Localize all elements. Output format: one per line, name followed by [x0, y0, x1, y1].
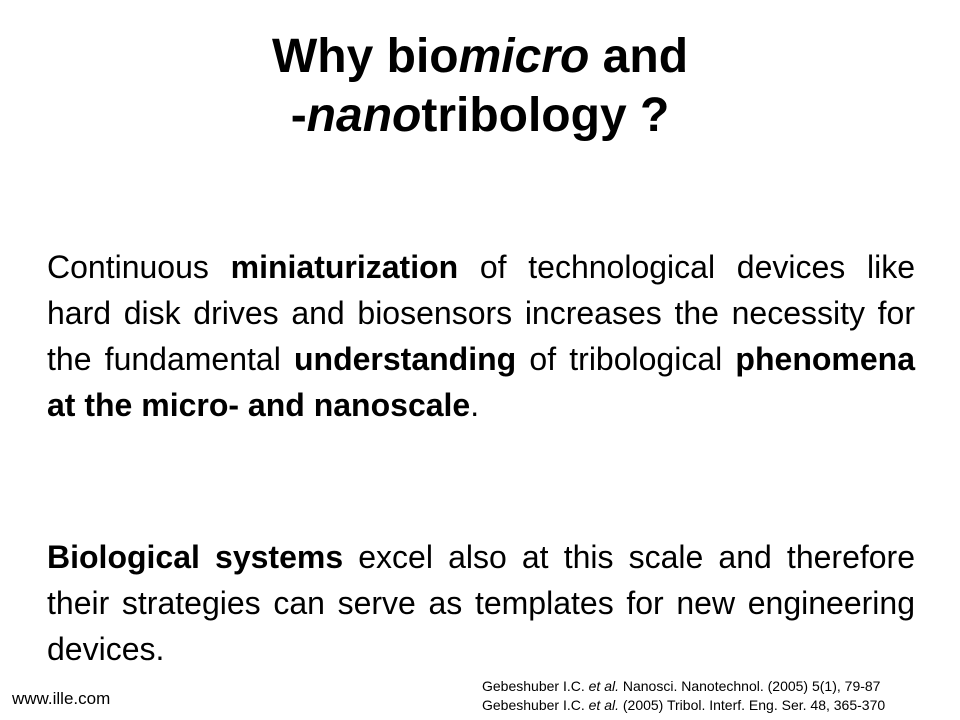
- title-text: Why bio: [271, 30, 459, 83]
- title-text: and: [589, 30, 689, 83]
- title-emphasis: micro: [458, 30, 590, 83]
- paragraph-emphasis: Biological systems: [47, 539, 344, 575]
- citation-author: Gebeshuber I.C.: [482, 697, 589, 713]
- citation: [482, 677, 885, 696]
- paragraph-emphasis: phenomena at the micro- and nanoscale: [47, 341, 915, 423]
- citation-etal: et al.: [588, 697, 619, 713]
- title-emphasis: nano: [306, 89, 422, 142]
- paragraph-text: of technological devices like hard disk drives and biosensors increases the necessity for the fundamental: [47, 249, 916, 377]
- citation-source: (2005) Tribol. Interf. Eng. Ser. 48, 365-370: [618, 697, 886, 713]
- title-line-2: [0, 86, 960, 145]
- paragraph-emphasis: understanding: [293, 341, 517, 377]
- citation-author: Gebeshuber I.C.: [482, 678, 589, 694]
- paragraph-emphasis: miniaturization: [230, 249, 459, 285]
- paragraph-text: Continuous: [47, 249, 231, 285]
- body-paragraph-biological-systems: [47, 534, 915, 672]
- paragraph-text: excel also at this scale and therefore their strategies can serve as templates for new engineering devices.: [47, 539, 916, 667]
- title-text: tribology ?: [421, 89, 670, 142]
- title-text: -: [290, 89, 307, 142]
- title-line-1: [0, 27, 960, 86]
- citations: [482, 677, 885, 715]
- slide-title: [0, 27, 960, 145]
- paragraph-text: of tribological: [516, 341, 736, 377]
- footer-url: www.ille.com: [12, 689, 111, 708]
- paragraph-text: .: [470, 387, 480, 423]
- citation-etal: et al.: [588, 678, 619, 694]
- body-paragraph-miniaturization: [47, 244, 915, 428]
- citation-source: Nanosci. Nanotechnol. (2005) 5(1), 79-87: [618, 678, 881, 694]
- citation: [482, 696, 885, 715]
